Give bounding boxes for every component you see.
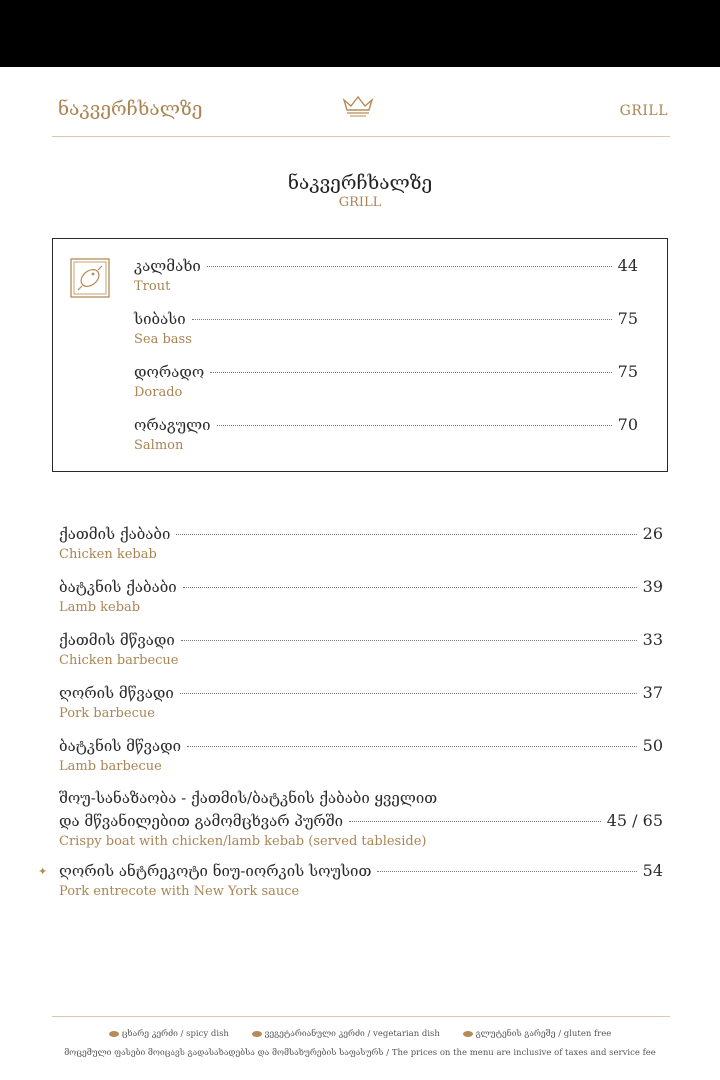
menu-item-pork-barbecue bbox=[59, 683, 663, 723]
item-name-en: Sea bass bbox=[134, 332, 192, 347]
leader-dots bbox=[192, 319, 612, 320]
legend-vegetarian: ვეგეტარიანული კერძი / vegetarian dish bbox=[252, 1029, 440, 1039]
menu-item-chicken-kebab bbox=[59, 524, 663, 564]
leader-dots bbox=[217, 425, 612, 426]
item-name-en: Salmon bbox=[134, 438, 184, 453]
menu-item-dorado bbox=[134, 362, 638, 402]
item-price: 50 bbox=[642, 736, 663, 755]
leader-dots bbox=[180, 693, 637, 694]
legend bbox=[0, 1029, 720, 1039]
leader-dots bbox=[181, 640, 637, 641]
crown-logo-icon bbox=[341, 94, 375, 120]
menu-item-pork-entrecote bbox=[59, 861, 663, 901]
menu-item-lamb-kebab bbox=[59, 577, 663, 617]
item-price: 33 bbox=[642, 630, 663, 649]
menu-item-sea-bass bbox=[134, 309, 638, 349]
item-name-ka: ბატკნის მწვადი bbox=[59, 737, 182, 755]
item-name-en: Chicken barbecue bbox=[59, 653, 179, 668]
item-name-ka: ბატკნის ქაბაბი bbox=[59, 578, 177, 596]
leaf-icon bbox=[252, 1031, 262, 1037]
leader-dots bbox=[176, 534, 636, 535]
item-name-en: Trout bbox=[134, 279, 171, 294]
leader-dots bbox=[207, 266, 612, 267]
wheat-icon bbox=[463, 1031, 473, 1037]
menu-item-trout bbox=[134, 256, 638, 296]
item-name-ka-line2: და მწვანილებით გამომცხვარ პურში bbox=[59, 812, 344, 830]
item-price: 37 bbox=[642, 683, 663, 702]
item-price: 45 / 65 bbox=[606, 811, 663, 830]
section-subtitle: GRILL bbox=[338, 195, 382, 210]
item-price: 70 bbox=[617, 415, 638, 434]
item-name-en: Dorado bbox=[134, 385, 183, 400]
legend-spicy: ცხარე კერძი / spicy dish bbox=[109, 1029, 229, 1039]
leader-dots bbox=[183, 587, 637, 588]
item-name-ka: დორადო bbox=[134, 363, 205, 381]
footer-divider bbox=[52, 1016, 670, 1017]
menu-item-crispy-boat bbox=[59, 789, 663, 849]
item-name-en: Pork entrecote with New York sauce bbox=[59, 884, 300, 899]
header-left-title: ნაკვერჩხალზე bbox=[58, 98, 203, 120]
item-name-en: Chicken kebab bbox=[59, 547, 157, 562]
item-name-en: Lamb barbecue bbox=[59, 759, 162, 774]
header-divider bbox=[52, 136, 670, 137]
tax-note: მოცემული ფასები მოიცავს გადასახადებსა და მომსახურების საფასურს / The prices on the menu are inclusive of taxes and service fee bbox=[64, 1048, 656, 1058]
gluten-free-icon: ✦ bbox=[38, 865, 48, 878]
item-price: 26 bbox=[642, 524, 663, 543]
item-name-ka: სიბასი bbox=[134, 310, 186, 328]
item-name-ka-line1: შოუ-სანაზაობა - ქათმის/ბატკნის ქაბაბი ყველით bbox=[59, 789, 438, 807]
legend-gluten-free: გლუტენის გარეშე / gluten free bbox=[463, 1029, 612, 1039]
top-black-bar bbox=[0, 0, 720, 67]
item-name-ka: ორაგული bbox=[134, 416, 211, 434]
item-name-ka: ღორის მწვადი bbox=[59, 684, 174, 702]
item-price: 75 bbox=[617, 362, 638, 381]
spicy-icon bbox=[109, 1031, 119, 1037]
item-price: 75 bbox=[617, 309, 638, 328]
leader-dots bbox=[349, 821, 601, 822]
item-name-ka: ღორის ანტრეკოტი ნიუ-იორკის სოუსით bbox=[59, 862, 372, 880]
menu-item-chicken-barbecue bbox=[59, 630, 663, 670]
leader-dots bbox=[187, 746, 637, 747]
menu-item-lamb-barbecue bbox=[59, 736, 663, 776]
item-price: 54 bbox=[642, 861, 663, 880]
item-price: 44 bbox=[617, 256, 638, 275]
item-name-en: Crispy boat with chicken/lamb kebab (served tableside) bbox=[59, 834, 427, 849]
section-title: ნაკვერჩხალზე bbox=[287, 172, 433, 194]
item-name-ka: კალმახი bbox=[134, 257, 201, 275]
menu-item-salmon bbox=[134, 415, 638, 455]
leader-dots bbox=[377, 871, 636, 872]
header-right-title: GRILL bbox=[619, 103, 668, 119]
item-name-en: Lamb kebab bbox=[59, 600, 141, 615]
item-name-ka: ქათმის ქაბაბი bbox=[59, 525, 171, 543]
fish-emblem-icon bbox=[70, 258, 110, 298]
leader-dots bbox=[210, 372, 611, 373]
item-name-en: Pork barbecue bbox=[59, 706, 155, 721]
item-price: 39 bbox=[642, 577, 663, 596]
item-name-ka: ქათმის მწვადი bbox=[59, 631, 175, 649]
